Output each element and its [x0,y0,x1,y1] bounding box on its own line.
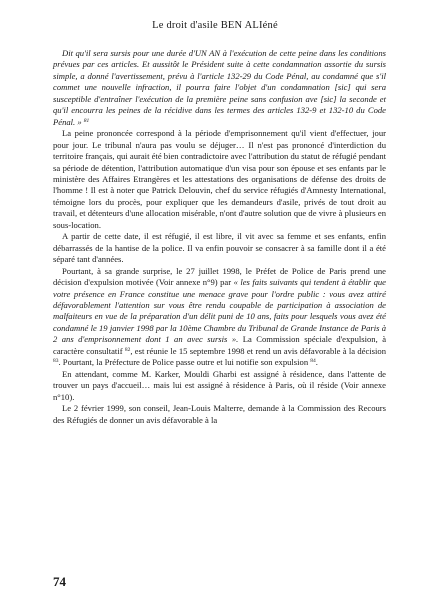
expulsion-notified: . Pourtant, la Préfecture de Police passe outre et lui notifie son expulsion [58,357,309,368]
footnote-ref-82: 82 [124,346,131,353]
expulsion-commission: La Commission spéciale d'expulsion, à caractère consultatif [53,334,387,356]
expulsion-intro: Pourtant, à sa grande surprise, le 27 juillet 1998, le Préfet de Police de Paris prend une décision d'expulsion motivée (Voir annexe n°9) par [53,265,386,288]
paragraph-sentence: La peine prononcée correspond à la période d'emprisonnement qu'il vient d'effectuer, jour pour jour. Le tribunal n'aura pas voulu se déjuger… Il n'est pas prononcé d'interdiction du territoire français, qui aurait été bien contradictoire avec l'attribution du statut de réfugié pendant sa période de détention, l'attribution automatique d'un visa pour son épouse et ses enfants par le ministère des Affaires Etrangères et les attestations des organisations de défense des droits de l'homme ! Il est à noter que Patrick Delouvin, chef du service réfugiés d'Amnesty International, témoigne lors du procès, pour expliquer que les demandeurs d'asile, privés de tout droit au travail, et détenteurs d'une allocation misérable, n'ont d'autre solution que de vivre à plusieurs en sous-location. [53,128,386,230]
footnote-ref-81: 81 [83,117,90,124]
court-quote [53,48,386,128]
paragraph-refugee: A partir de cette date, il est réfugié, il est libre, il vit avec sa femme et ses enfants, enfin débarrassés de la hantise de la police. Il va enfin pouvoir se consacrer à sa famille dont il a été séparé tant d'années. [53,231,386,265]
running-head: Le droit d'asile BEN ALIéné [152,20,278,31]
expulsion-end: . [315,357,318,368]
expulsion-meeting: , est réunie le 15 septembre 1998 et rend un avis défavorable à la décision [130,345,386,356]
paragraph-appeal: Le 2 février 1999, son conseil, Jean-Louis Malterre, demande à la Commission des Recours des Réfugiés de donner un avis défavorable à la [53,403,386,425]
page-number: 74 [53,574,66,589]
court-quote-text: Dit qu'il sera sursis pour une durée d'UN AN à l'exécution de cette peine dans les conditions prévues par ces articles. Et aussitôt le Président suite à cette condamnation assortie du sursis simple, a donné l'avertissement, prévu à l'article 132-29 du Code Pénal, au condamné que s'il commet une nouvelle infraction, il pourra faire l'objet d'un condamnation [sic] qui sera susceptible d'entraîner l'exécution de la première peine sans confusion ave [sic] la seconde et qu'il encourra les peines de la récidive dans les termes des articles 132-9 et 132-10 du Code Pénal. » [53,48,386,127]
body-text [53,48,386,426]
footnote-ref-84: 84 [310,358,316,365]
expulsion-quote: « les faits suivants qui tendent à établir que votre présence en France constitue une menace grave pour l'ordre public : vous avez attiré défavorablement l'attention sur vous être rendu coupable de participation à association de malfaiteurs en vue de la préparation d'un délit puni de 10 ans, faits pour lesquels vous avez été condamné le 19 janvier 1998 par la 10ème Chambre du Tribunal de Grande Instance de Paris à 2 ans d'emprisonnement dont 1 an avec sursis ». [53,277,386,345]
paragraph-residence: En attendant, comme M. Karker, Mouldi Gharbi est assigné à résidence, dans l'attente de trouver un pays d'accueil… mais lui est assigné à résidence à Paris, où il réside (Voir annexe n°10). [53,368,386,402]
paragraph-expulsion [53,266,386,369]
footnote-ref-83: 83 [53,358,59,365]
